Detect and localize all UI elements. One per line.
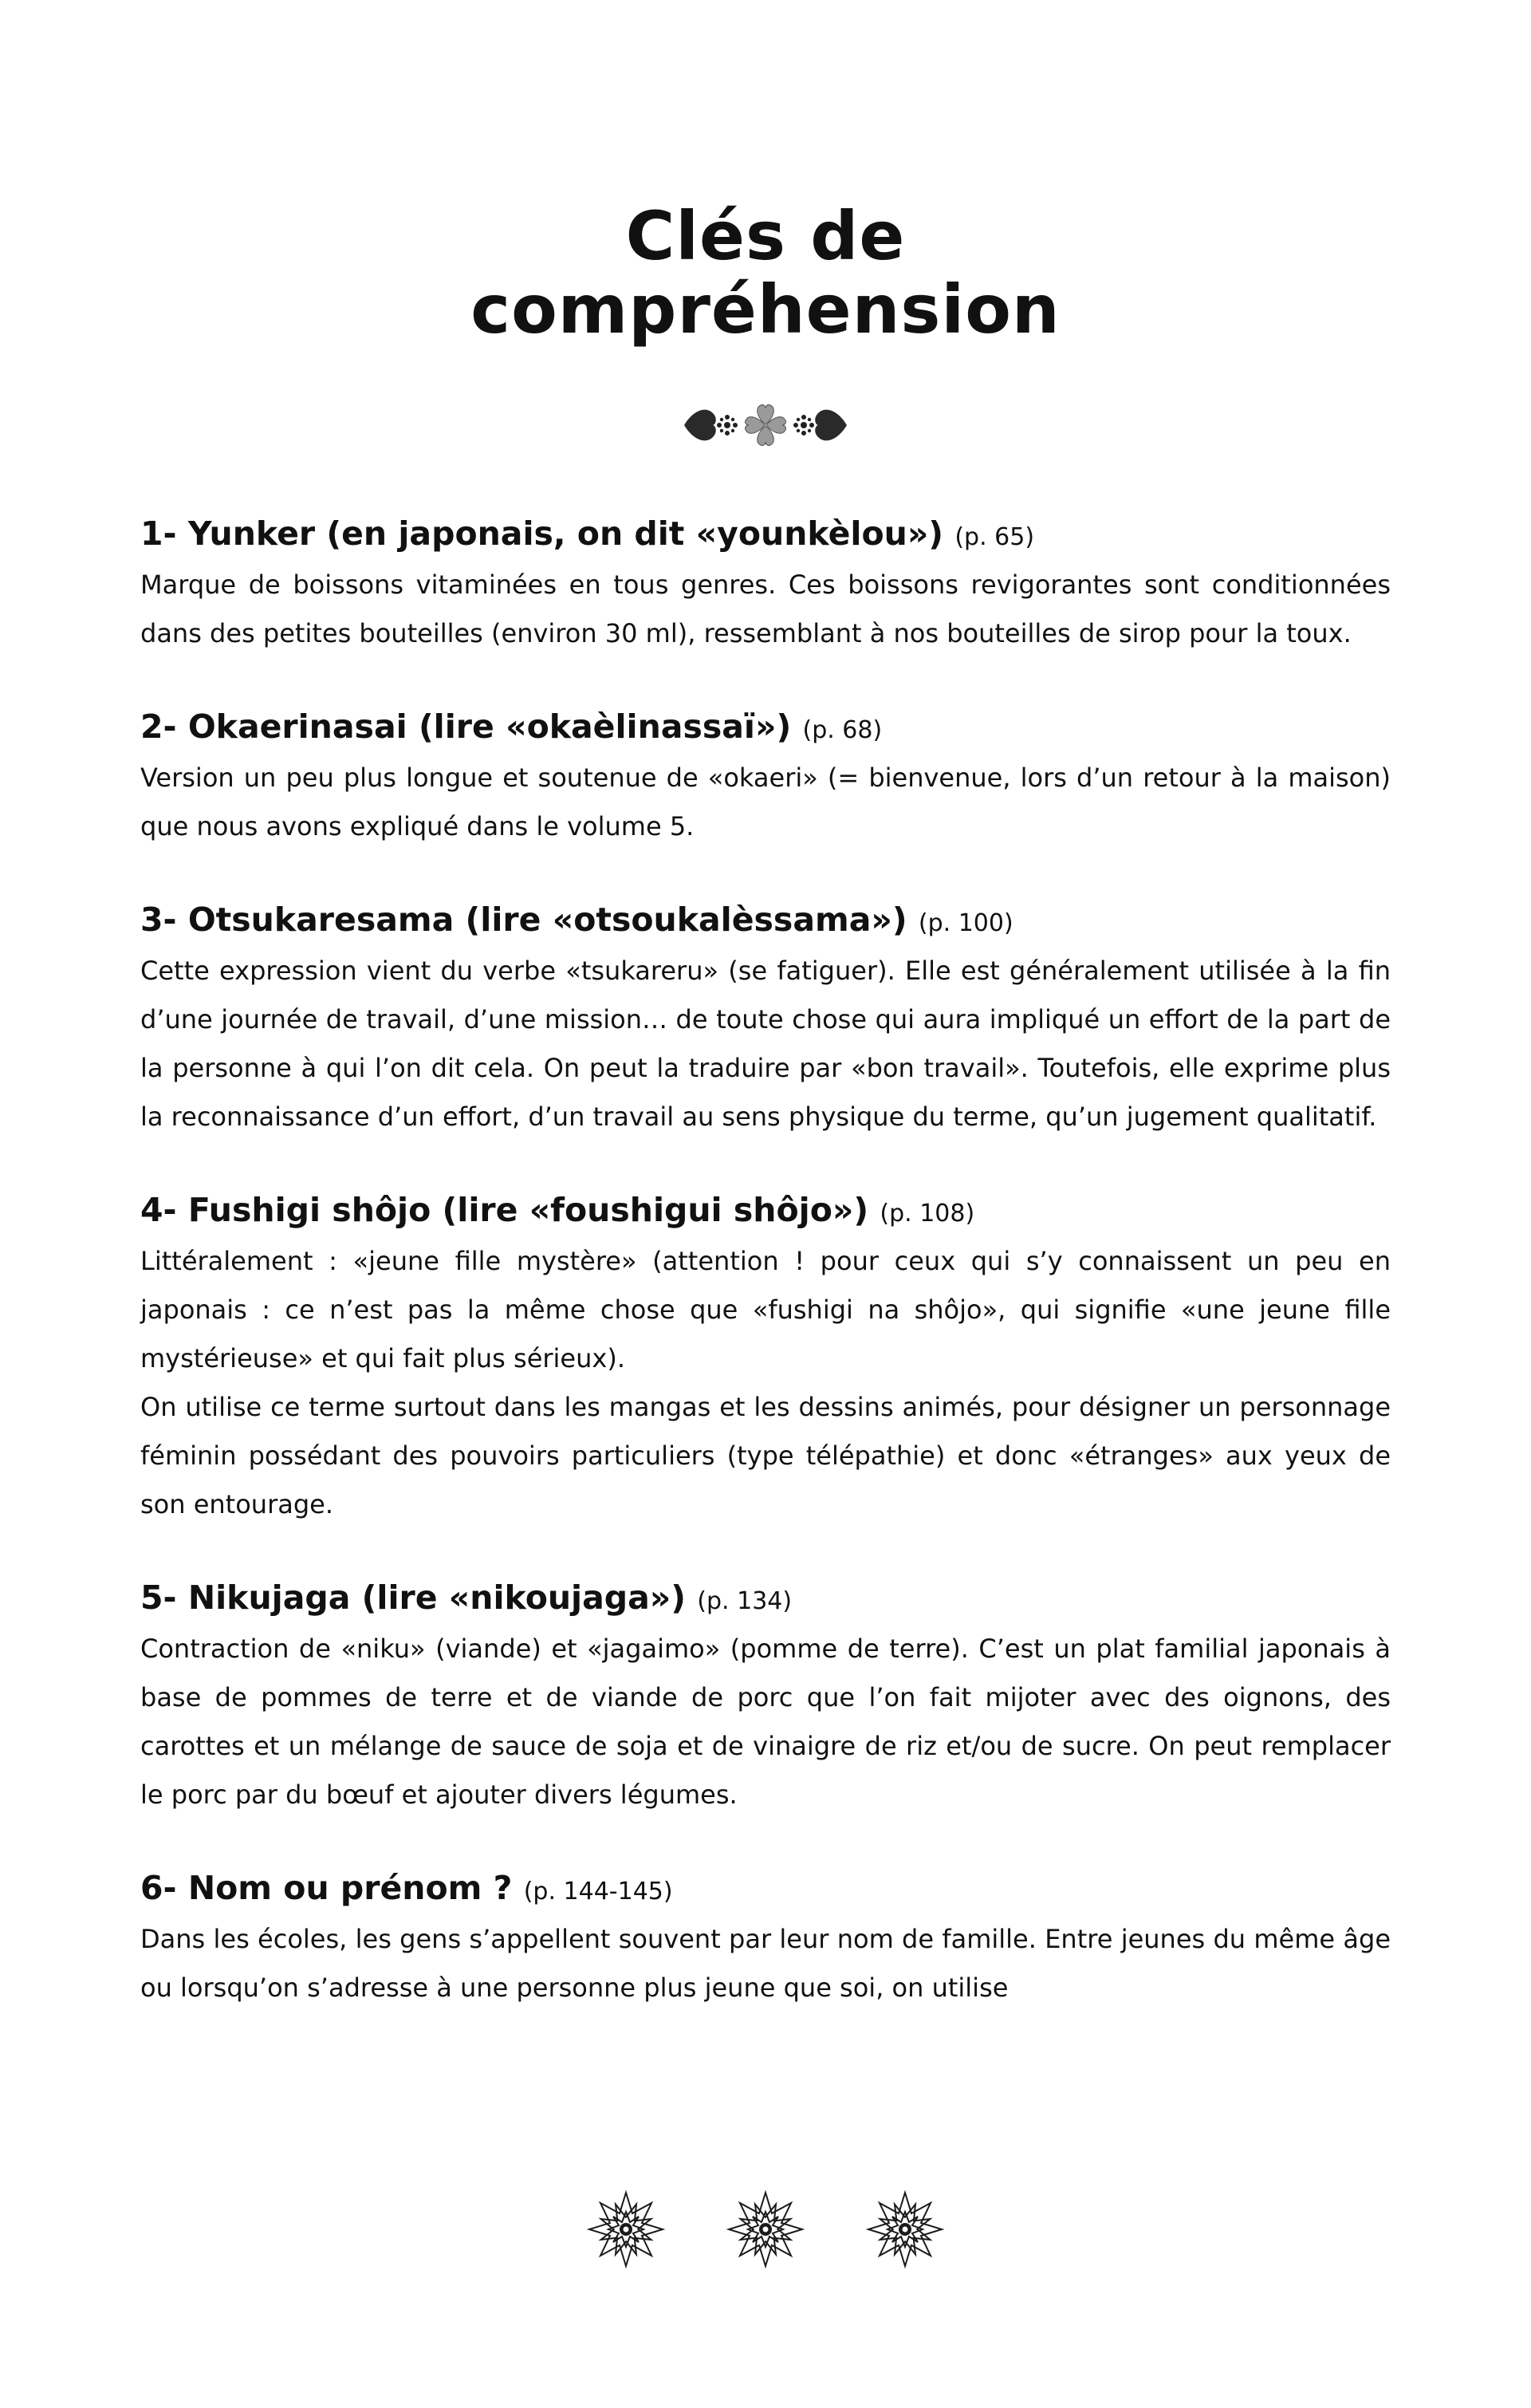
entry-term: 6- Nom ou prénom ? [140,1869,513,1907]
page-title [0,197,1531,349]
page-reference: (p. 108) [880,1200,975,1228]
page-reference: (p. 134) [697,1587,793,1615]
page-title-line-1: Clés de [625,197,906,275]
glossary-entry [140,510,1391,658]
entry-text: Littéralement : «jeune fille mystère» (attention ! pour ceux qui s’y connaissent un peu en japonais : ce n’est pas la même chose que «fushigi na shôjo», qui signifie «une jeune fille mystérieuse» et qui fait plus sérieux). [140,1246,1391,1373]
glossary-entry [140,897,1391,1141]
glossary-entry [140,1865,1391,2012]
entry-term: 5- Nikujaga (lire «nikoujaga») [140,1578,687,1617]
entry-term: 2- Okaerinasai (lire «okaèlinassaï») [140,707,792,746]
star-flower-ornament-icon [582,2189,949,2269]
entry-text: Cette expression vient du verbe «tsukareru» (se fatiguer). Elle est généralement utilisée à la fin d’une journée de travail, d’une mission… de toute chose qui aura impliqué un effort de la part de la personne à qui l’on dit cela. On peut la traduire par «bon travail». Toutefois, elle exprime plus la reconnaissance d’un effort, d’un travail au sens physique du terme, qu’un jugement qualitatif. [140,956,1391,1132]
entry-text: Version un peu plus longue et soutenue de «okaeri» (= bienvenue, lors d’un retour à la maison) que nous avons expliqué dans le volume 5. [140,763,1391,841]
entry-text: On utilise ce terme surtout dans les mangas et les dessins animés, pour désigner un personnage féminin possédant des pouvoirs particuliers (type télépathie) et donc «étranges» aux yeux de son entourage. [140,1392,1391,1519]
entry-term: 3- Otsukaresama (lire «otsoukalèssama») [140,901,907,939]
glossary [140,510,1391,2058]
glossary-entry [140,1187,1391,1529]
entry-term: 4- Fushigi shôjo (lire «foushigui shôjo») [140,1191,869,1229]
entry-heading [140,897,1391,947]
entry-term: 1- Yunker (en japonais, on dit «younkèlou») [140,514,944,553]
page-reference: (p. 65) [954,523,1035,551]
entry-text: Contraction de «niku» (viande) et «jagaimo» (pomme de terre). C’est un plat familial japonais à base de pommes de terre et de viande de porc que l’on fait mijoter avec des oignons, des carottes et un mélange de sauce de soja et de vinaigre de riz et/ou de sucre. On peut remplacer le porc par du bœuf et ajouter divers légumes. [140,1634,1391,1810]
entry-heading [140,703,1391,754]
entry-heading [140,510,1391,561]
heart-flower-ornament-icon [678,397,853,453]
entry-heading [140,1187,1391,1237]
entry-heading [140,1865,1391,1915]
page-reference: (p. 100) [918,909,1013,937]
glossary-entry [140,703,1391,851]
page-title-line-2: compréhension [470,270,1061,349]
entry-text: Dans les écoles, les gens s’appellent souvent par leur nom de famille. Entre jeunes du même âge ou lorsqu’on s’adresse à une personne plus jeune que soi, on utilise [140,1924,1391,2003]
entry-heading [140,1574,1391,1625]
glossary-entry [140,1574,1391,1819]
entry-text: Marque de boissons vitaminées en tous genres. Ces boissons revigorantes sont conditionnées dans des petites bouteilles (environ 30 ml), ressemblant à nos bouteilles de sirop pour la toux. [140,569,1391,648]
page-reference: (p. 68) [802,716,883,744]
page-reference: (p. 144-145) [523,1878,673,1906]
